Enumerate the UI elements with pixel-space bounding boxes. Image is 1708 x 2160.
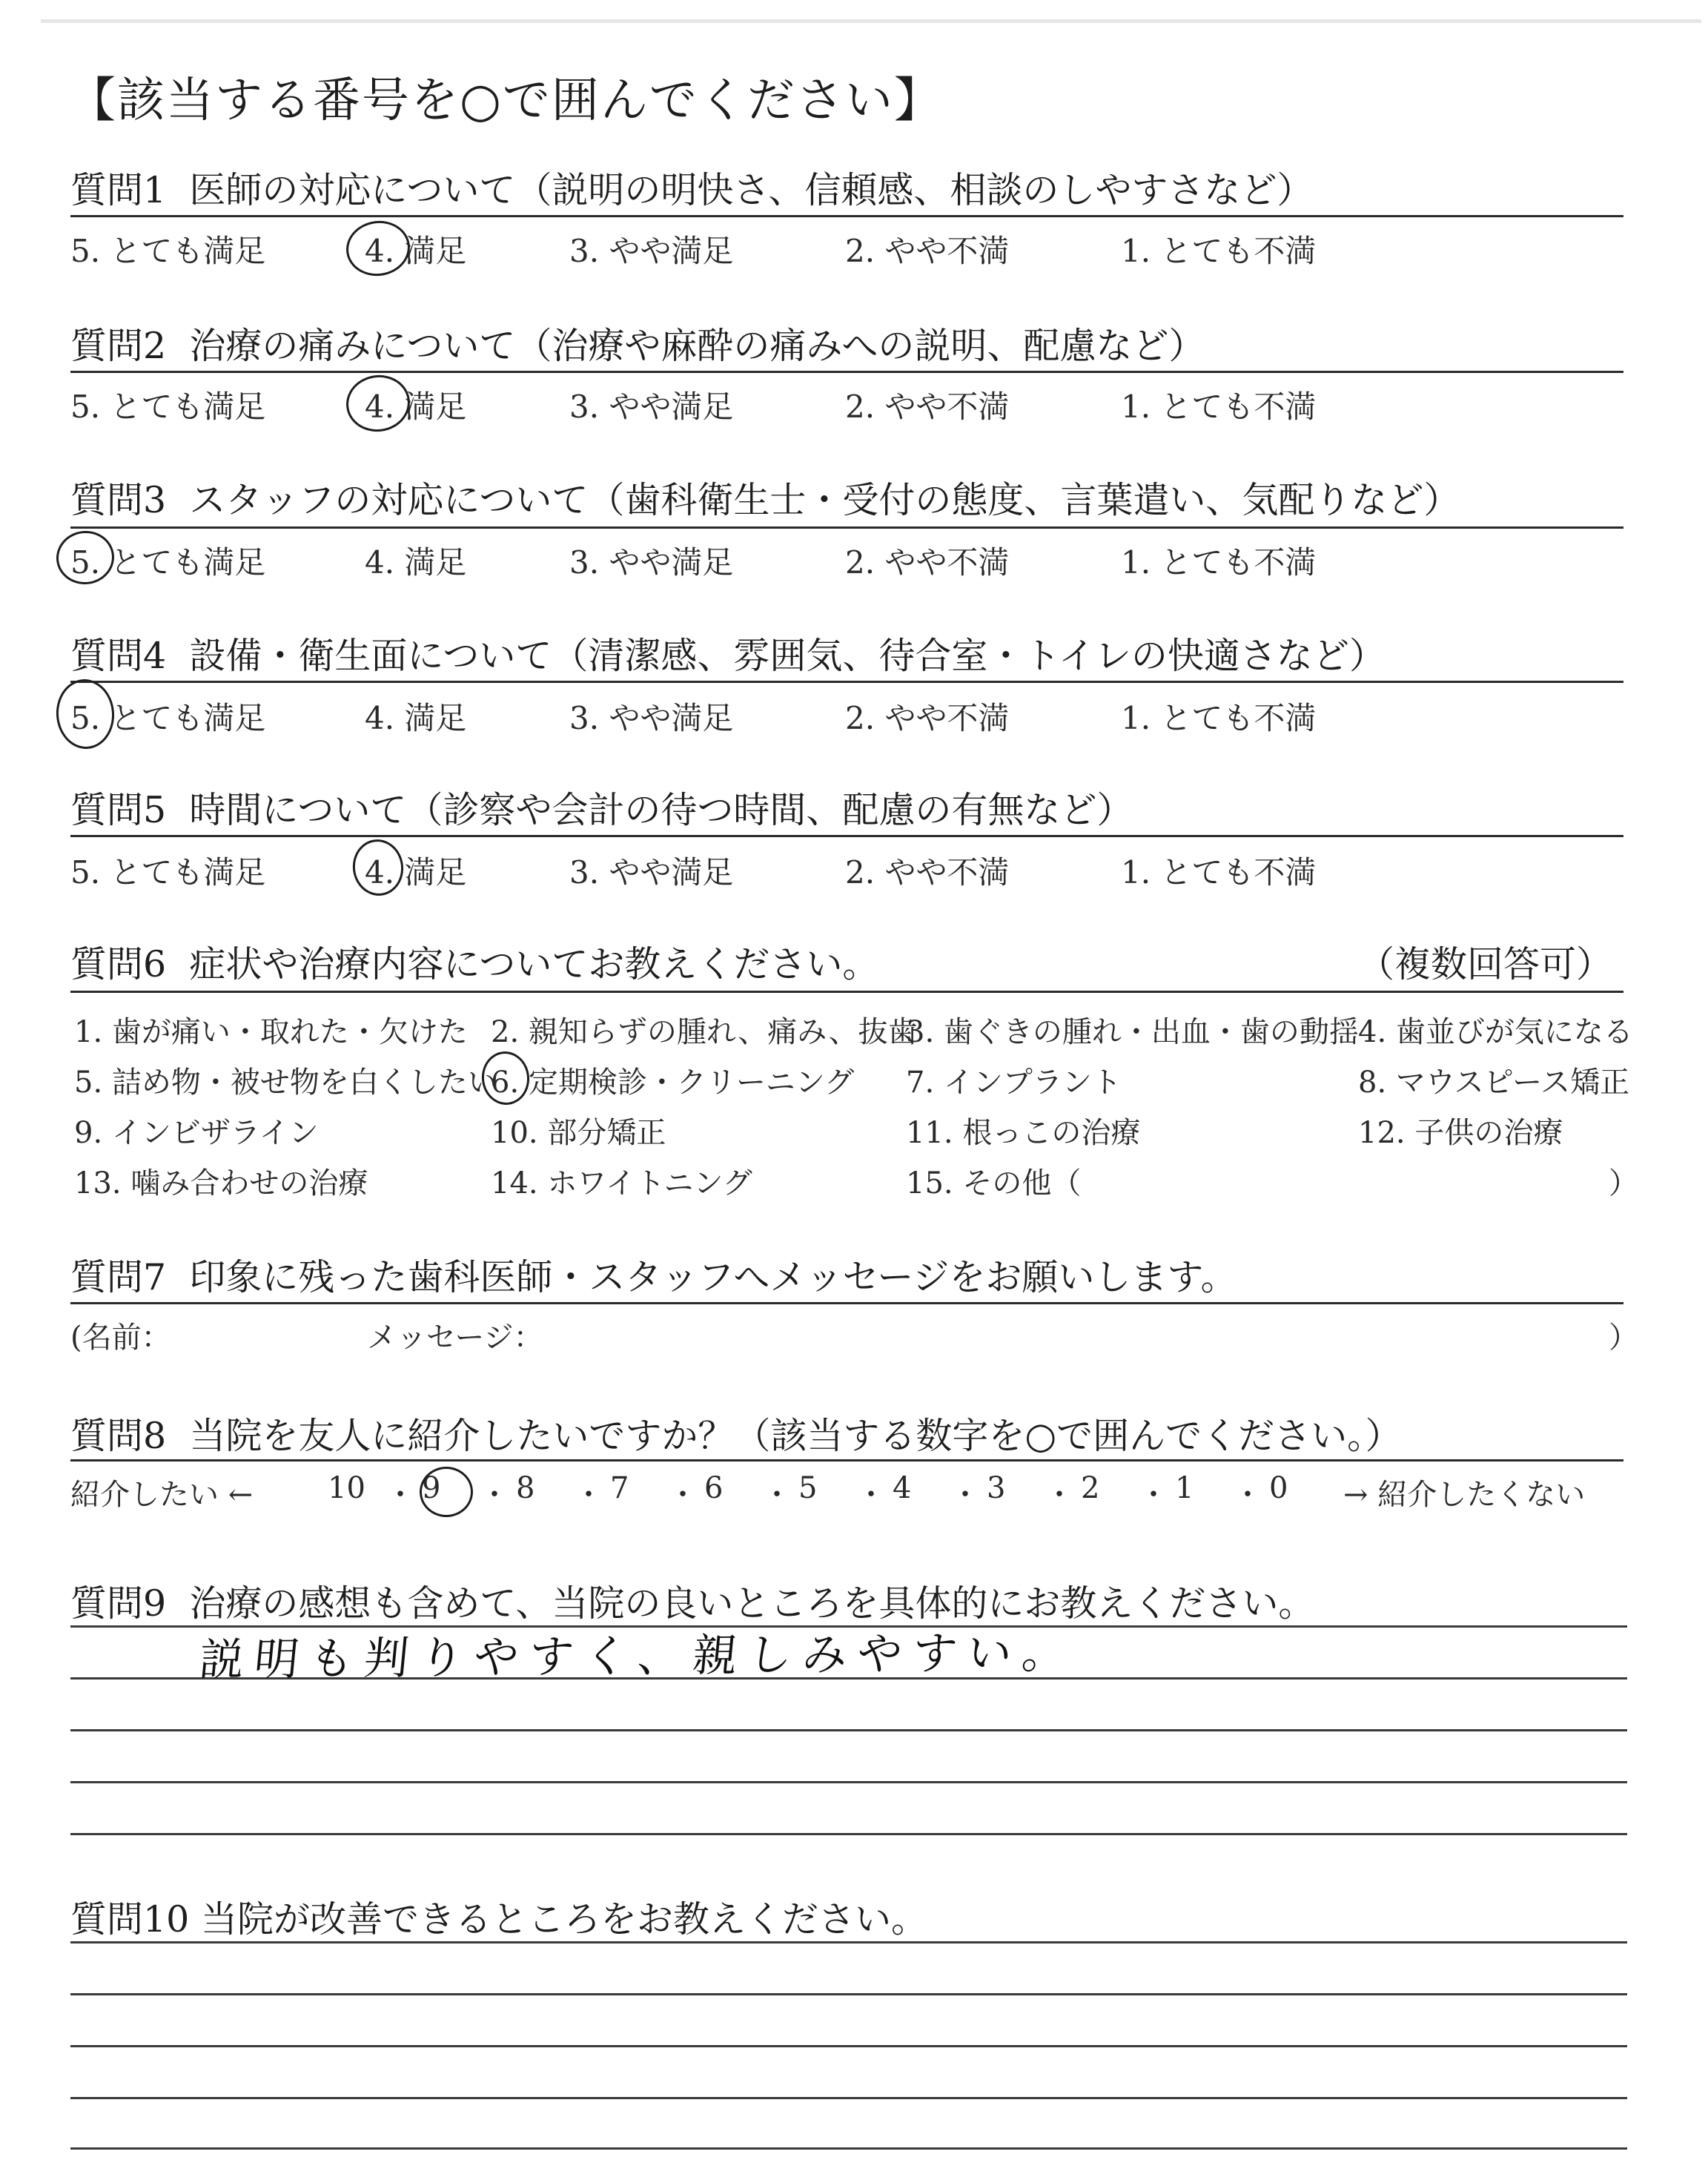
- symptom-option[interactable]: 6. 定期検診・クリーニング: [491, 1066, 855, 1100]
- answer-line: [70, 1833, 1627, 1835]
- scale-value-1[interactable]: 1: [1175, 1471, 1194, 1505]
- question-number: 質問10: [70, 1898, 190, 1941]
- selection-circle: [420, 1467, 473, 1517]
- option-2[interactable]: 2. やや不満: [845, 854, 1010, 891]
- scale-value-5[interactable]: 5: [798, 1471, 818, 1505]
- message-close-paren: ）: [1609, 1321, 1638, 1355]
- option-4[interactable]: 4. 満足: [365, 389, 467, 425]
- scale-value-10[interactable]: 10: [328, 1471, 365, 1505]
- form-instruction-title: 【該当する番号を○で囲んでください】: [68, 73, 943, 128]
- option-5[interactable]: 5. とても満足: [70, 700, 266, 736]
- question-text: 症状や治療内容についてお教えください。: [189, 943, 879, 985]
- scale-value-4[interactable]: 4: [893, 1471, 912, 1505]
- scale-separator: ・: [1233, 1478, 1262, 1512]
- option-5[interactable]: 5. とても満足: [70, 389, 266, 425]
- symptom-option[interactable]: 7. インプラント: [906, 1066, 1122, 1100]
- answer-line: [70, 2045, 1627, 2047]
- question-rule: [70, 1459, 1623, 1462]
- question-text: 治療の感想も含めて、当院の良いところを具体的にお教えください。: [189, 1582, 1315, 1625]
- symptom-option[interactable]: 12. 子供の治療: [1358, 1116, 1563, 1150]
- question-number: 質問4: [70, 635, 167, 677]
- question-rule: [70, 1302, 1623, 1304]
- symptom-option[interactable]: 4. 歯並びが気になる: [1358, 1015, 1633, 1049]
- question-number: 質問5: [70, 789, 167, 831]
- scale-value-3[interactable]: 3: [987, 1471, 1006, 1505]
- answer-line: [70, 1781, 1627, 1783]
- question-number: 質問9: [70, 1582, 167, 1625]
- option-4[interactable]: 4. 満足: [365, 700, 467, 736]
- answer-line: [70, 1729, 1627, 1731]
- handwritten-answer: 説明も判りやすく、親しみやすい。: [196, 1626, 1080, 1687]
- question-text: 時間について（診察や会計の待つ時間、配慮の有無など）: [189, 789, 1133, 831]
- symptom-option[interactable]: 2. 親知らずの腫れ、痛み、抜歯: [491, 1015, 918, 1049]
- question-rule: [70, 526, 1623, 529]
- symptom-option[interactable]: 1. 歯が痛い・取れた・欠けた: [74, 1015, 468, 1049]
- question-number: 質問3: [70, 479, 167, 521]
- other-close-paren: ）: [1609, 1166, 1638, 1200]
- selection-circle: [54, 677, 116, 750]
- question-text: 設備・衛生面について（清潔感、雰囲気、待合室・トイレの快適さなど）: [189, 635, 1386, 677]
- option-2[interactable]: 2. やや不満: [845, 700, 1010, 736]
- answer-line: [70, 2147, 1627, 2150]
- page-top-edge: [41, 19, 1701, 23]
- option-1[interactable]: 1. とても不満: [1121, 700, 1317, 736]
- question-text: 印象に残った歯科医師・スタッフへメッセージをお願いします。: [189, 1256, 1237, 1298]
- option-1[interactable]: 1. とても不満: [1121, 544, 1317, 581]
- option-1[interactable]: 1. とても不満: [1121, 233, 1317, 269]
- scale-value-7[interactable]: 7: [610, 1471, 629, 1505]
- scale-value-2[interactable]: 2: [1081, 1471, 1100, 1505]
- symptom-option[interactable]: 14. ホワイトニング: [491, 1166, 752, 1200]
- scale-separator: ・: [950, 1478, 980, 1512]
- option-3[interactable]: 3. やや満足: [569, 544, 734, 581]
- scale-separator: ・: [385, 1478, 415, 1512]
- question-number: 質問7: [70, 1256, 167, 1298]
- option-2[interactable]: 2. やや不満: [845, 544, 1010, 581]
- recommend-right-label: → 紹介したくない: [1343, 1478, 1586, 1512]
- question-text: 当院を友人に紹介したいですか？（該当する数字を○で囲んでください。）: [189, 1415, 1402, 1457]
- message-field-label: メッセージ：: [367, 1321, 543, 1355]
- question-rule: [70, 835, 1623, 837]
- option-5[interactable]: 5. とても満足: [70, 854, 266, 891]
- recommend-left-label: 紹介したい ←: [70, 1478, 254, 1512]
- question-rule: [70, 371, 1623, 373]
- scale-value-6[interactable]: 6: [704, 1471, 724, 1505]
- option-3[interactable]: 3. やや満足: [569, 854, 734, 891]
- option-5[interactable]: 5. とても満足: [70, 544, 266, 581]
- option-1[interactable]: 1. とても不満: [1121, 389, 1317, 425]
- question-rule: [70, 215, 1623, 217]
- scale-value-9[interactable]: 9: [422, 1471, 441, 1505]
- option-4[interactable]: 4. 満足: [365, 854, 467, 891]
- answer-line: [70, 2097, 1627, 2099]
- scale-value-0[interactable]: 0: [1269, 1471, 1288, 1505]
- question-rule: [70, 991, 1623, 993]
- symptom-option[interactable]: 3. 歯ぐきの腫れ・出血・歯の動揺: [906, 1015, 1359, 1049]
- question-rule: [70, 681, 1623, 683]
- question-text: スタッフの対応について（歯科衛生士・受付の態度、言葉遣い、気配りなど）: [189, 479, 1460, 521]
- question-number: 質問6: [70, 943, 167, 985]
- symptom-option-other[interactable]: 15. その他（: [906, 1166, 1082, 1200]
- symptom-option[interactable]: 9. インビザライン: [74, 1116, 319, 1150]
- question-text: 治療の痛みについて（治療や麻酔の痛みへの説明、配慮など）: [189, 325, 1205, 367]
- option-2[interactable]: 2. やや不満: [845, 233, 1010, 269]
- question-number: 質問2: [70, 325, 167, 367]
- option-4[interactable]: 4. 満足: [365, 544, 467, 581]
- scale-separator: ・: [762, 1478, 792, 1512]
- answer-line: [70, 1993, 1627, 1995]
- scale-separator: ・: [480, 1478, 509, 1512]
- option-1[interactable]: 1. とても不満: [1121, 854, 1317, 891]
- symptom-option[interactable]: 5. 詰め物・被せ物を白くしたい: [74, 1066, 497, 1100]
- multiple-answers-note: （複数回答可）: [1358, 943, 1613, 985]
- symptom-option[interactable]: 13. 噛み合わせの治療: [74, 1166, 368, 1200]
- question-number: 質問1: [70, 169, 167, 211]
- symptom-option[interactable]: 8. マウスピース矯正: [1358, 1066, 1630, 1100]
- option-5[interactable]: 5. とても満足: [70, 233, 266, 269]
- option-3[interactable]: 3. やや満足: [569, 700, 734, 736]
- option-4[interactable]: 4. 満足: [365, 233, 467, 269]
- name-field-label: (名前：: [70, 1321, 171, 1355]
- scale-separator: ・: [574, 1478, 603, 1512]
- symptom-option[interactable]: 11. 根っこの治療: [906, 1116, 1141, 1150]
- scale-value-8[interactable]: 8: [516, 1471, 535, 1505]
- question-text: 医師の対応について（説明の明快さ、信頼感、相談のしやすさなど）: [189, 169, 1314, 211]
- option-2[interactable]: 2. やや不満: [845, 389, 1010, 425]
- question-text: 当院が改善できるところをお教えください。: [200, 1898, 927, 1941]
- scale-separator: ・: [1139, 1478, 1168, 1512]
- option-3[interactable]: 3. やや満足: [569, 233, 734, 269]
- symptom-option[interactable]: 10. 部分矯正: [491, 1116, 666, 1150]
- scale-separator: ・: [1045, 1478, 1074, 1512]
- answer-line: [70, 1941, 1627, 1943]
- question-number: 質問8: [70, 1415, 167, 1457]
- scale-separator: ・: [856, 1478, 886, 1512]
- scale-separator: ・: [668, 1478, 698, 1512]
- option-3[interactable]: 3. やや満足: [569, 389, 734, 425]
